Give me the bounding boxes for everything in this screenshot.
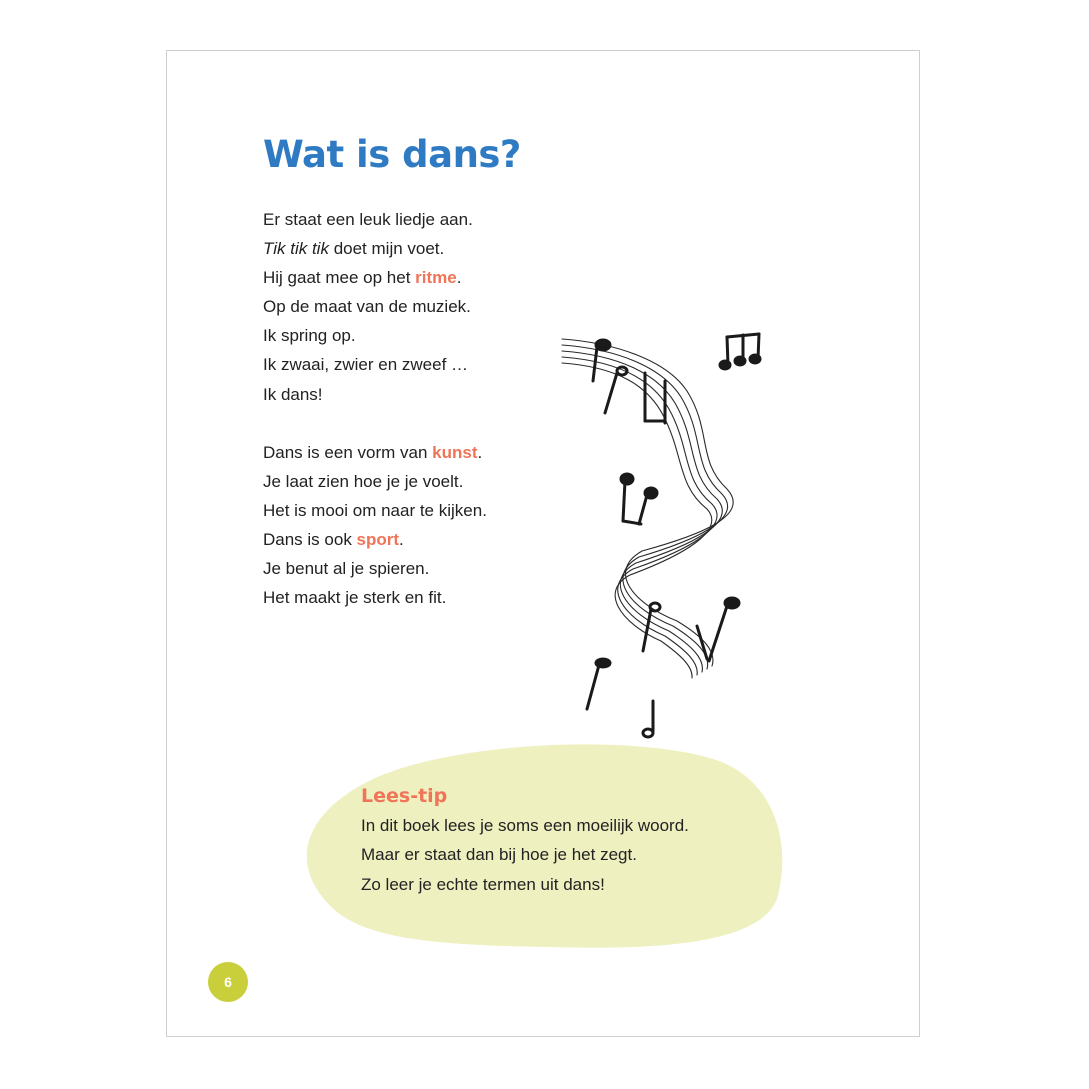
line-text: Hij gaat mee op het bbox=[263, 268, 416, 288]
poem-line: Ik dans! bbox=[263, 384, 323, 404]
poem-line bbox=[263, 438, 487, 467]
line-text: . bbox=[477, 443, 483, 462]
line-text: Dans is een vorm van bbox=[263, 443, 433, 462]
line-text: doet mijn voet. bbox=[328, 239, 445, 259]
reading-tip bbox=[361, 785, 689, 899]
tip-line: In dit boek lees je soms een moeilijk woord. bbox=[361, 816, 689, 835]
tip-line: Maar er staat dan bij hoe je het zegt. bbox=[361, 845, 637, 865]
poem-line bbox=[263, 525, 487, 554]
poem-line bbox=[263, 263, 473, 292]
line-text: Dans is ook bbox=[263, 530, 357, 550]
line-text: . bbox=[456, 268, 462, 288]
poem-stanza-2 bbox=[263, 438, 487, 613]
italic-phrase: Tik tik tik bbox=[263, 239, 329, 259]
keyword-sport: sport bbox=[356, 530, 400, 550]
poem-line: Ik zwaai, zwier en zweef … bbox=[263, 355, 469, 375]
poem-line: Je benut al je spieren. bbox=[263, 559, 430, 579]
poem-line: Op de maat van de muziek. bbox=[263, 297, 471, 317]
poem-line: Ik spring op. bbox=[263, 326, 356, 346]
music-notes-staff-icon bbox=[547, 321, 777, 741]
page-title: Wat is dans? bbox=[263, 133, 521, 176]
tip-line: Zo leer je echte termen uit dans! bbox=[361, 874, 605, 894]
page-number-badge: 6 bbox=[208, 962, 248, 1002]
poem-line: Het is mooi om naar te kijken. bbox=[263, 501, 487, 521]
poem-stanza-1 bbox=[263, 205, 473, 409]
keyword-kunst: kunst bbox=[432, 443, 478, 462]
line-text: . bbox=[399, 530, 404, 550]
poem-line: Het maakt je sterk en fit. bbox=[263, 588, 447, 608]
keyword-ritme: ritme bbox=[415, 268, 457, 288]
poem-line: Er staat een leuk liedje aan. bbox=[263, 210, 473, 229]
poem-line bbox=[263, 234, 473, 263]
poem-line: Je laat zien hoe je je voelt. bbox=[263, 472, 464, 492]
tip-title: Lees-tip bbox=[361, 785, 448, 807]
book-page bbox=[166, 50, 920, 1037]
